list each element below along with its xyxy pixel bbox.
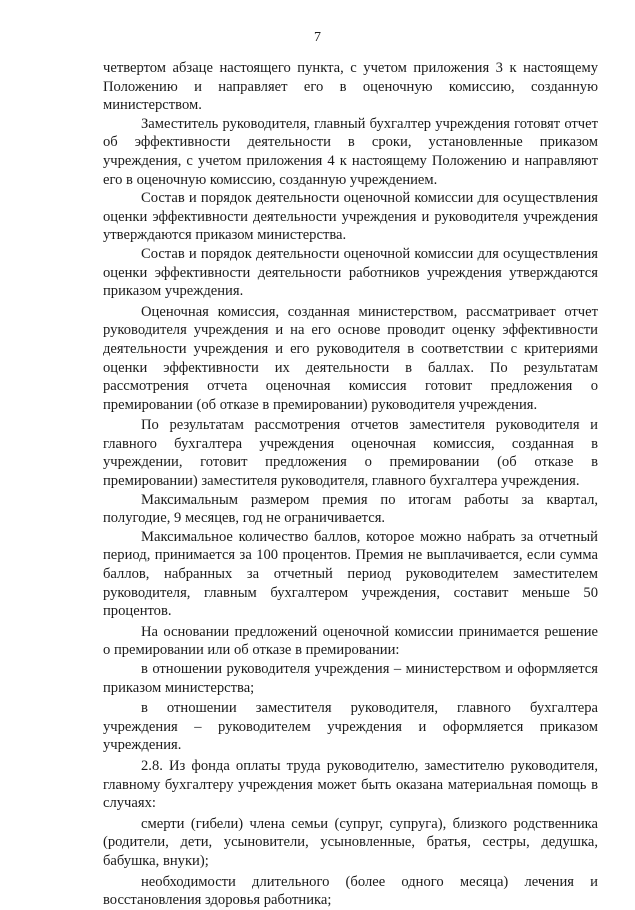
paragraph: Заместитель руководителя, главный бухгалтер учреждения готовят отчет об эффективности деятельности в сроки, установленные приказом учреждения, с учетом приложения 4 к настоящему Положению и направляют его в оценочную комиссию, созданную учреждением.: [103, 115, 598, 188]
list-item: в отношении руководителя учреждения – министерством и оформляется приказом министерства;: [103, 661, 598, 696]
paragraph: четвертом абзаце настоящего пункта, с учетом приложения 3 к настоящему Положению и направляет его в оценочную комиссию, созданную министерством.: [103, 60, 598, 114]
paragraph: Состав и порядок деятельности оценочной комиссии для осуществления оценки эффективности деятельности работников учреждения утверждаются приказом учреждения.: [103, 245, 598, 300]
document-body: [103, 59, 598, 910]
page-number: 7: [314, 30, 321, 45]
list-item: необходимости длительного (более одного месяца) лечения и восстановления здоровья работника;: [103, 873, 598, 909]
paragraph: Максимальное количество баллов, которое можно набрать за отчетный период, принимается за 100 процентов. Премия не выплачивается, если сумма баллов, набранных за отчетный период руководителем заместителем руководителя, главным бухгалтером учреждения, составит меньше 50 процентов.: [103, 528, 598, 620]
list-item: в отношении заместителя руководителя, главного бухгалтера учреждения – руководителем учреждения и оформляется приказом учреждения.: [103, 700, 598, 754]
paragraph: По результатам рассмотрения отчетов заместителя руководителя и главного бухгалтера учреждения оценочная комиссия, созданная в учреждении, готовит предложения о премировании (об отказе в премировании) заместителя руководителя, главного бухгалтера учреждения.: [103, 417, 598, 490]
paragraph: На основании предложений оценочной комиссии принимается решение о премировании или об отказе в премировании:: [103, 623, 598, 659]
paragraph: Оценочная комиссия, созданная министерством, рассматривает отчет руководителя учреждения и на его основе проводит оценку эффективности деятельности учреждения и его руководителя в соответствии с критериями оценки эффективности их деятельности в баллах. По результатам рассмотрения отчета оценочная комиссия готовит предложения о премировании (об отказе в премировании) руководителя учреждения.: [103, 303, 598, 413]
paragraph: 2.8. Из фонда оплаты труда руководителю, заместителю руководителя, главному бухгалтеру учреждения может быть оказана материальная помощь в случаях:: [103, 757, 598, 812]
paragraph: Состав и порядок деятельности оценочной комиссии для осуществления оценки эффективности деятельности учреждения и руководителя учреждения утверждаются приказом министерства.: [103, 190, 598, 244]
list-item: смерти (гибели) члена семьи (супруг, супруга), близкого родственника (родители, дети, усыновители, усыновленные, братья, сестры, дедушка, бабушка, внуки);: [103, 815, 598, 869]
paragraph: Максимальным размером премия по итогам работы за квартал, полугодие, 9 месяцев, год не ограничивается.: [103, 491, 598, 527]
